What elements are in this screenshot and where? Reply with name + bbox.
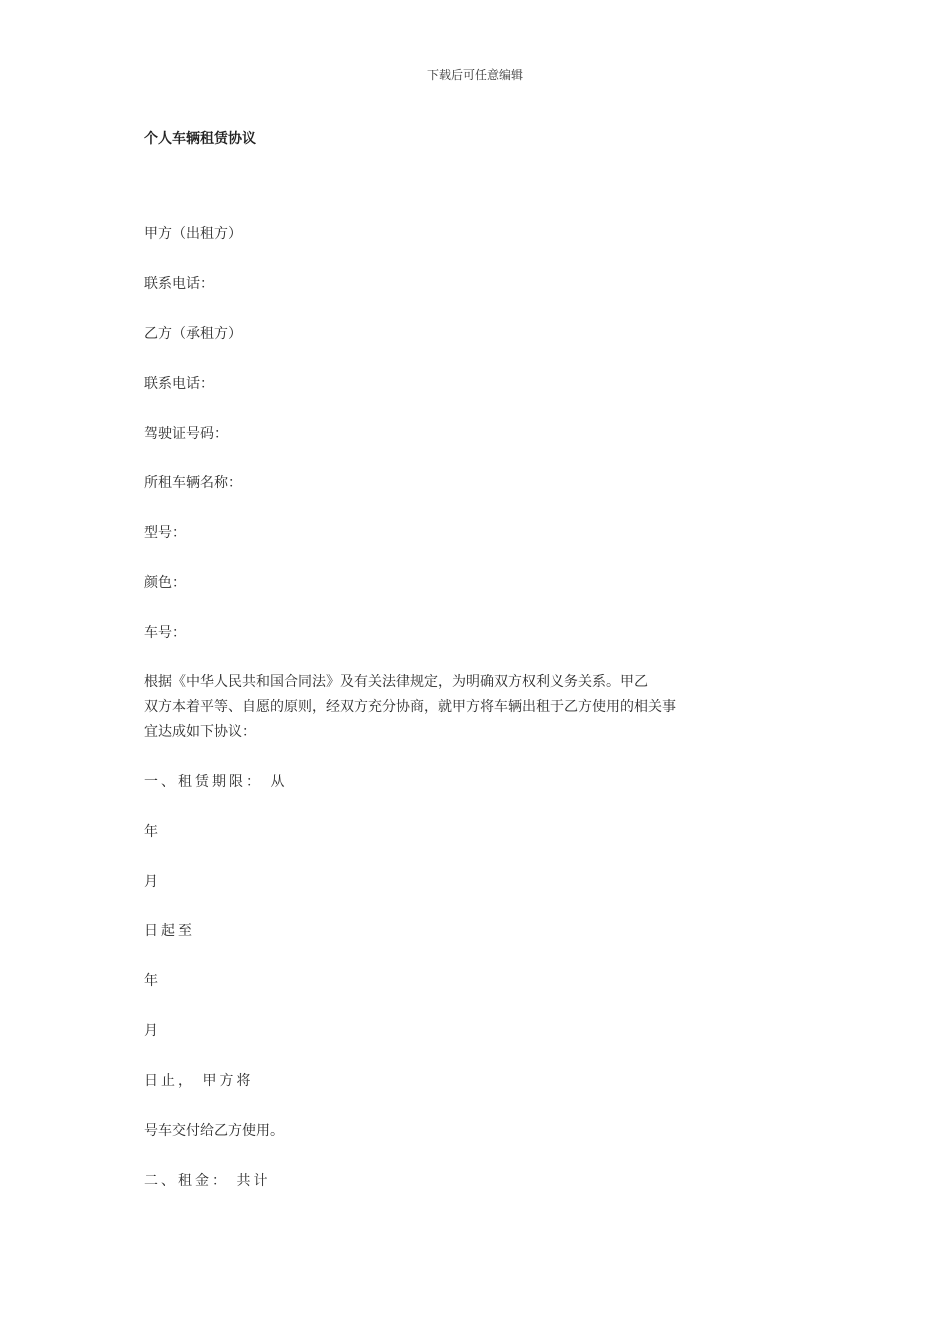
clause-1-day-to: 日止， 甲方将 <box>144 1073 254 1089</box>
clause-1-month-from: 月 <box>144 874 161 890</box>
clause-1-day-from: 日起至 <box>144 923 195 939</box>
intro-line: 根据《中华人民共和国合同法》及有关法律规定，为明确双方权利义务关系。甲乙 <box>144 674 648 690</box>
clause-1-year-to: 年 <box>144 973 161 989</box>
intro-line: 双方本着平等、自愿的原则，经双方充分协商，就甲方将车辆出租于乙方使用的相关事 <box>144 699 676 715</box>
intro-paragraph <box>144 670 676 745</box>
clause-1-year-from: 年 <box>144 824 161 840</box>
header-note: 下载后可任意编辑 <box>426 68 523 82</box>
clause-2-heading: 二、租金： 共计 <box>144 1173 271 1189</box>
clause-1-month-to: 月 <box>144 1023 161 1039</box>
party-b-phone-label: 联系电话： <box>144 376 214 392</box>
clause-1-heading: 一、租赁期限： 从 <box>144 774 288 790</box>
party-a-phone-label: 联系电话： <box>144 276 214 292</box>
party-a-label: 甲方（出租方） <box>144 226 242 242</box>
color-label: 颜色： <box>144 575 186 591</box>
document-title: 个人车辆租赁协议 <box>144 131 256 147</box>
plate-number-label: 车号： <box>144 625 186 641</box>
license-number-label: 驾驶证号码： <box>144 426 228 442</box>
model-label: 型号： <box>144 525 186 541</box>
vehicle-name-label: 所租车辆名称： <box>144 475 242 491</box>
clause-1-handover: 号车交付给乙方使用。 <box>144 1123 284 1139</box>
intro-line: 宜达成如下协议： <box>144 724 256 740</box>
party-b-label: 乙方（承租方） <box>144 326 242 342</box>
